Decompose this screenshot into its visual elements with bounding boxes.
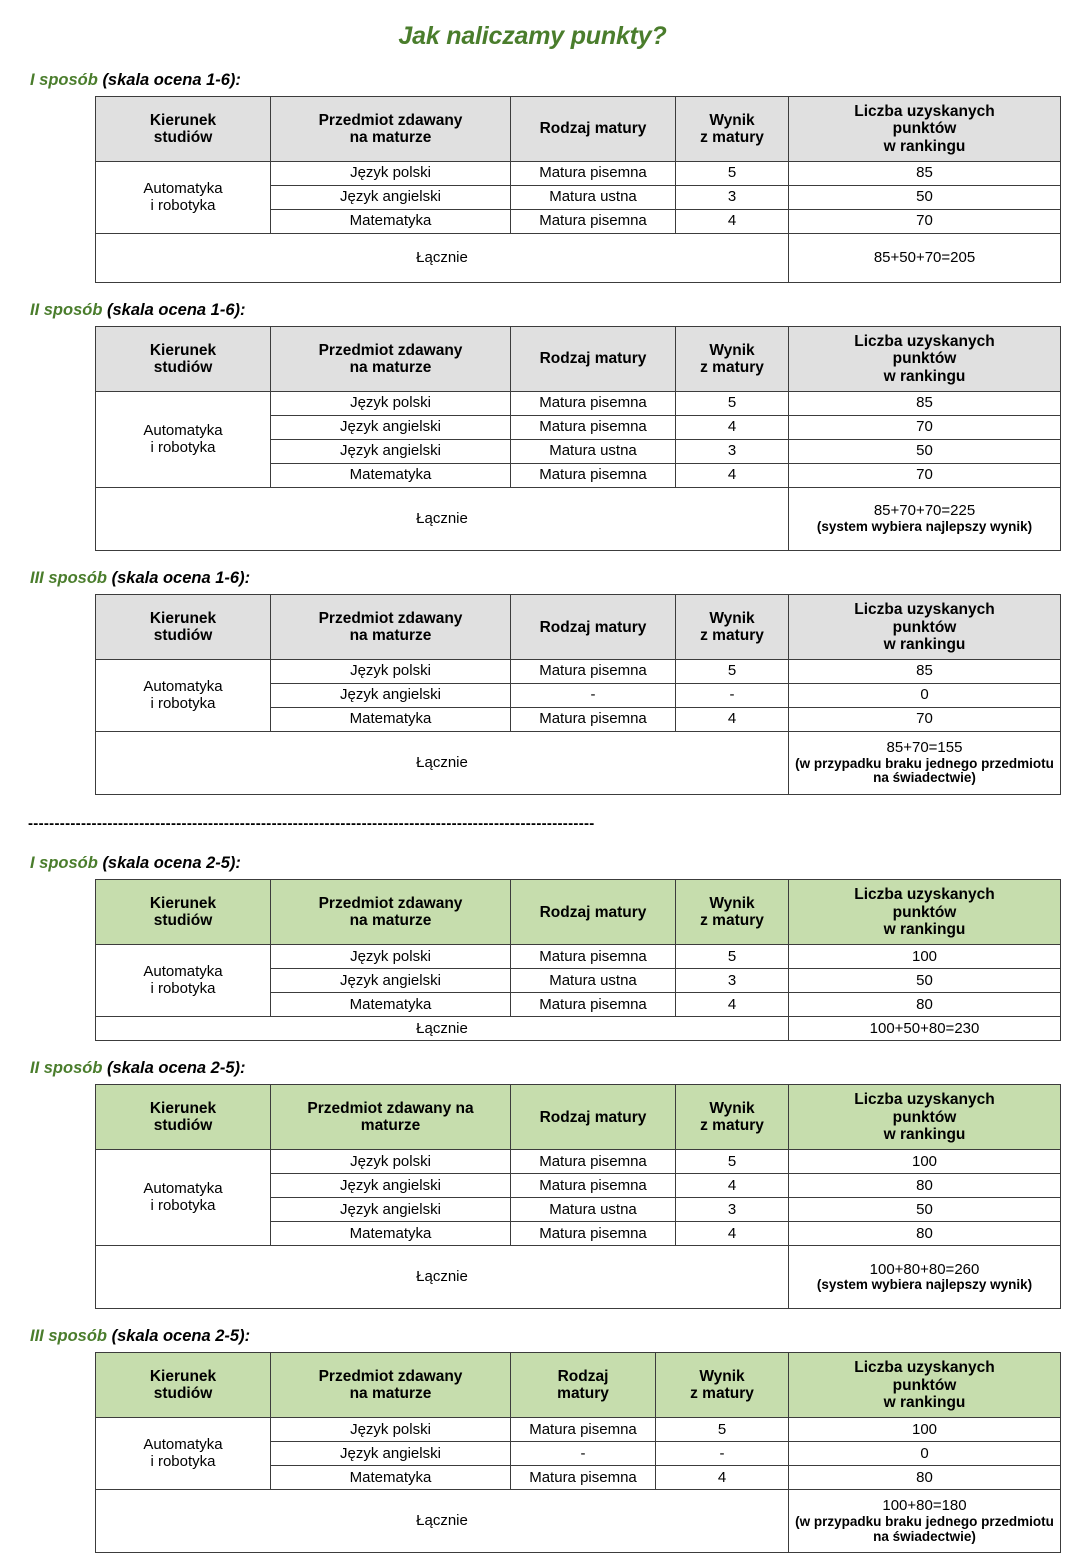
cell-przedmiot: Język polski	[271, 945, 511, 969]
cell-punkty: 100	[789, 1150, 1061, 1174]
cell-przedmiot: Matematyka	[271, 210, 511, 234]
section-ordinal: III sposób	[30, 1327, 108, 1346]
table-total-row	[96, 732, 1061, 795]
cell-punkty: 80	[789, 993, 1061, 1017]
table-total-row	[96, 234, 1061, 283]
cell-total-label: Łącznie	[96, 1017, 789, 1041]
cell-przedmiot: Język polski	[271, 660, 511, 684]
section-ordinal: II sposób	[30, 1059, 103, 1078]
cell-kierunek-studiow: Automatyka i robotyka	[96, 660, 271, 732]
header-rodzaj-matury: Rodzaj matury	[511, 880, 676, 945]
header-rodzaj-matury: Rodzaj matury	[511, 97, 676, 162]
cell-przedmiot: Matematyka	[271, 1466, 511, 1490]
total-sum-text: 85+50+70=205	[873, 248, 976, 266]
header-wynik: Wynik z matury	[676, 327, 789, 392]
points-table-4	[95, 879, 1061, 1041]
cell-punkty: 50	[789, 1198, 1061, 1222]
cell-total-value	[789, 1017, 1061, 1041]
points-table-2	[95, 326, 1061, 551]
section-heading-4	[0, 836, 1065, 879]
table-wrapper	[0, 594, 1065, 795]
cell-punkty: 0	[789, 1442, 1061, 1466]
cell-rodzaj-matury: Matura ustna	[511, 186, 676, 210]
cell-punkty: 80	[789, 1174, 1061, 1198]
table-header-row	[96, 595, 1061, 660]
cell-rodzaj-matury: Matura pisemna	[511, 464, 676, 488]
cell-wynik: 4	[676, 993, 789, 1017]
cell-rodzaj-matury: Matura pisemna	[511, 392, 676, 416]
cell-total-value	[789, 234, 1061, 283]
table-row	[96, 162, 1061, 186]
header-rodzaj-matury: Rodzaj matury	[511, 1085, 676, 1150]
points-table-6	[95, 1352, 1061, 1553]
cell-wynik: 4	[676, 1174, 789, 1198]
header-rodzaj-matury: Rodzaj matury	[511, 1353, 656, 1418]
section-heading-3	[0, 551, 1065, 594]
cell-przedmiot: Język polski	[271, 1150, 511, 1174]
cell-wynik: 5	[656, 1418, 789, 1442]
header-punkty: Liczba uzyskanych punktów w rankingu	[789, 1085, 1061, 1150]
cell-rodzaj-matury: Matura pisemna	[511, 1418, 656, 1442]
total-note-text: (w przypadku braku jednego przedmiotu na świadectwie)	[795, 1513, 1054, 1544]
cell-rodzaj-matury: Matura pisemna	[511, 416, 676, 440]
header-kierunek-studiow: Kierunek studiów	[96, 1085, 271, 1150]
table-total-row	[96, 1246, 1061, 1309]
cell-total-value	[789, 732, 1061, 795]
header-punkty: Liczba uzyskanych punktów w rankingu	[789, 595, 1061, 660]
cell-rodzaj-matury: Matura pisemna	[511, 1150, 676, 1174]
cell-wynik: 4	[676, 708, 789, 732]
section-ordinal: I sposób	[30, 854, 98, 873]
cell-przedmiot: Język angielski	[271, 684, 511, 708]
cell-rodzaj-matury: Matura pisemna	[511, 1174, 676, 1198]
cell-punkty: 100	[789, 945, 1061, 969]
table-header-row	[96, 1353, 1061, 1418]
table-total-row	[96, 1490, 1061, 1553]
header-rodzaj-matury: Rodzaj matury	[511, 595, 676, 660]
cell-wynik: 4	[656, 1466, 789, 1490]
cell-total-label: Łącznie	[96, 1490, 789, 1553]
cell-punkty: 85	[789, 162, 1061, 186]
table-header-row	[96, 880, 1061, 945]
dashed-separator: -----------------------------------------------------------------------------------------------------------	[28, 815, 595, 833]
cell-wynik: 4	[676, 416, 789, 440]
header-rodzaj-matury: Rodzaj matury	[511, 327, 676, 392]
header-przedmiot: Przedmiot zdawany na maturze	[271, 1353, 511, 1418]
cell-wynik: 3	[676, 1198, 789, 1222]
section-scale-label: (skala ocena 2-5):	[107, 1059, 246, 1078]
cell-wynik: 5	[676, 162, 789, 186]
cell-rodzaj-matury: Matura pisemna	[511, 210, 676, 234]
cell-wynik: 5	[676, 945, 789, 969]
cell-punkty: 70	[789, 210, 1061, 234]
cell-kierunek-studiow: Automatyka i robotyka	[96, 162, 271, 234]
cell-total-value	[789, 1246, 1061, 1309]
table-row	[96, 1418, 1061, 1442]
header-kierunek-studiow: Kierunek studiów	[96, 595, 271, 660]
points-table-1	[95, 96, 1061, 283]
header-punkty: Liczba uzyskanych punktów w rankingu	[789, 880, 1061, 945]
cell-wynik: 5	[676, 392, 789, 416]
cell-punkty: 80	[789, 1466, 1061, 1490]
cell-wynik: -	[656, 1442, 789, 1466]
header-wynik: Wynik z matury	[676, 1085, 789, 1150]
cell-przedmiot: Język polski	[271, 162, 511, 186]
cell-kierunek-studiow: Automatyka i robotyka	[96, 1150, 271, 1246]
cell-rodzaj-matury: Matura pisemna	[511, 945, 676, 969]
section-ordinal: I sposób	[30, 71, 98, 89]
header-kierunek-studiow: Kierunek studiów	[96, 327, 271, 392]
cell-punkty: 70	[789, 416, 1061, 440]
cell-przedmiot: Język angielski	[271, 416, 511, 440]
total-note-text: (w przypadku braku jednego przedmiotu na świadectwie)	[795, 755, 1054, 786]
table-wrapper	[0, 1352, 1065, 1553]
cell-kierunek-studiow: Automatyka i robotyka	[96, 392, 271, 488]
cell-przedmiot: Język angielski	[271, 186, 511, 210]
cell-kierunek-studiow: Automatyka i robotyka	[96, 1418, 271, 1490]
cell-rodzaj-matury: -	[511, 684, 676, 708]
cell-rodzaj-matury: Matura ustna	[511, 969, 676, 993]
section-ordinal: III sposób	[30, 569, 108, 588]
cell-rodzaj-matury: -	[511, 1442, 656, 1466]
points-table-5	[95, 1084, 1061, 1309]
cell-rodzaj-matury: Matura ustna	[511, 1198, 676, 1222]
cell-total-label: Łącznie	[96, 1246, 789, 1309]
cell-rodzaj-matury: Matura pisemna	[511, 708, 676, 732]
header-przedmiot: Przedmiot zdawany na maturze	[271, 1085, 511, 1150]
cell-przedmiot: Język angielski	[271, 1174, 511, 1198]
cell-wynik: 3	[676, 969, 789, 993]
cell-punkty: 85	[789, 660, 1061, 684]
table-row	[96, 945, 1061, 969]
section-ordinal: II sposób	[30, 301, 103, 320]
cell-przedmiot: Język angielski	[271, 1198, 511, 1222]
cell-punkty: 50	[789, 969, 1061, 993]
cell-przedmiot: Matematyka	[271, 464, 511, 488]
cell-total-label: Łącznie	[96, 732, 789, 795]
cell-przedmiot: Język angielski	[271, 440, 511, 464]
table-total-row	[96, 1017, 1061, 1041]
table-total-row	[96, 488, 1061, 551]
cell-przedmiot: Język angielski	[271, 1442, 511, 1466]
total-sum-text: 100+50+80=230	[869, 1019, 980, 1037]
total-sum-text: 85+70+70=225	[873, 502, 976, 520]
cell-rodzaj-matury: Matura pisemna	[511, 1466, 656, 1490]
table-wrapper	[0, 96, 1065, 283]
cell-przedmiot: Matematyka	[271, 1222, 511, 1246]
section-scale-label: (skala ocena 2-5):	[102, 854, 241, 873]
cell-rodzaj-matury: Matura pisemna	[511, 660, 676, 684]
section-heading-6	[0, 1309, 1065, 1352]
cell-rodzaj-matury: Matura pisemna	[511, 1222, 676, 1246]
cell-punkty: 80	[789, 1222, 1061, 1246]
cell-punkty: 50	[789, 440, 1061, 464]
page-title: Jak naliczamy punkty?	[398, 22, 667, 50]
cell-punkty: 70	[789, 464, 1061, 488]
sections-container	[0, 53, 1065, 1553]
total-sum-text: 85+70=155	[886, 739, 963, 757]
header-przedmiot: Przedmiot zdawany na maturze	[271, 97, 511, 162]
cell-rodzaj-matury: Matura ustna	[511, 440, 676, 464]
header-wynik: Wynik z matury	[676, 880, 789, 945]
header-punkty: Liczba uzyskanych punktów w rankingu	[789, 327, 1061, 392]
cell-punkty: 70	[789, 708, 1061, 732]
cell-punkty: 50	[789, 186, 1061, 210]
cell-wynik: 4	[676, 210, 789, 234]
header-punkty: Liczba uzyskanych punktów w rankingu	[789, 97, 1061, 162]
header-przedmiot: Przedmiot zdawany na maturze	[271, 880, 511, 945]
table-wrapper	[0, 879, 1065, 1041]
section-scale-label: (skala ocena 2-5):	[111, 1327, 251, 1346]
table-row	[96, 660, 1061, 684]
cell-punkty: 0	[789, 684, 1061, 708]
table-header-row	[96, 327, 1061, 392]
cell-total-label: Łącznie	[96, 234, 789, 283]
cell-wynik: 5	[676, 1150, 789, 1174]
total-note-text: (system wybiera najlepszy wynik)	[816, 1277, 1033, 1293]
cell-przedmiot: Język polski	[271, 1418, 511, 1442]
header-kierunek-studiow: Kierunek studiów	[96, 97, 271, 162]
table-row	[96, 1150, 1061, 1174]
total-note-text: (system wybiera najlepszy wynik)	[816, 518, 1033, 534]
cell-wynik: 4	[676, 464, 789, 488]
cell-rodzaj-matury: Matura pisemna	[511, 162, 676, 186]
cell-wynik: 3	[676, 440, 789, 464]
header-przedmiot: Przedmiot zdawany na maturze	[271, 327, 511, 392]
table-row	[96, 392, 1061, 416]
cell-wynik: -	[676, 684, 789, 708]
table-wrapper	[0, 326, 1065, 551]
section-scale-label: (skala ocena 1-6):	[111, 569, 251, 588]
cell-przedmiot: Matematyka	[271, 993, 511, 1017]
header-punkty: Liczba uzyskanych punktów w rankingu	[789, 1353, 1061, 1418]
section-heading-5	[0, 1041, 1065, 1084]
section-heading-1	[0, 53, 1065, 96]
cell-przedmiot: Język polski	[271, 392, 511, 416]
cell-punkty: 85	[789, 392, 1061, 416]
header-wynik: Wynik z matury	[676, 97, 789, 162]
header-kierunek-studiow: Kierunek studiów	[96, 880, 271, 945]
header-wynik: Wynik z matury	[656, 1353, 789, 1418]
cell-punkty: 100	[789, 1418, 1061, 1442]
table-header-row	[96, 1085, 1061, 1150]
cell-wynik: 3	[676, 186, 789, 210]
cell-wynik: 4	[676, 1222, 789, 1246]
cell-total-value	[789, 488, 1061, 551]
total-sum-text: 100+80=180	[882, 1497, 967, 1515]
total-sum-text: 100+80+80=260	[869, 1260, 980, 1278]
cell-wynik: 5	[676, 660, 789, 684]
points-table-3	[95, 594, 1061, 795]
header-przedmiot: Przedmiot zdawany na maturze	[271, 595, 511, 660]
table-header-row	[96, 97, 1061, 162]
header-wynik: Wynik z matury	[676, 595, 789, 660]
section-scale-label: (skala ocena 1-6):	[102, 71, 241, 89]
cell-total-value	[789, 1490, 1061, 1553]
cell-przedmiot: Matematyka	[271, 708, 511, 732]
cell-przedmiot: Język angielski	[271, 969, 511, 993]
table-wrapper	[0, 1084, 1065, 1309]
header-kierunek-studiow: Kierunek studiów	[96, 1353, 271, 1418]
cell-total-label: Łącznie	[96, 488, 789, 551]
cell-kierunek-studiow: Automatyka i robotyka	[96, 945, 271, 1017]
section-scale-label: (skala ocena 1-6):	[107, 301, 246, 320]
section-heading-2	[0, 283, 1065, 326]
cell-rodzaj-matury: Matura pisemna	[511, 993, 676, 1017]
